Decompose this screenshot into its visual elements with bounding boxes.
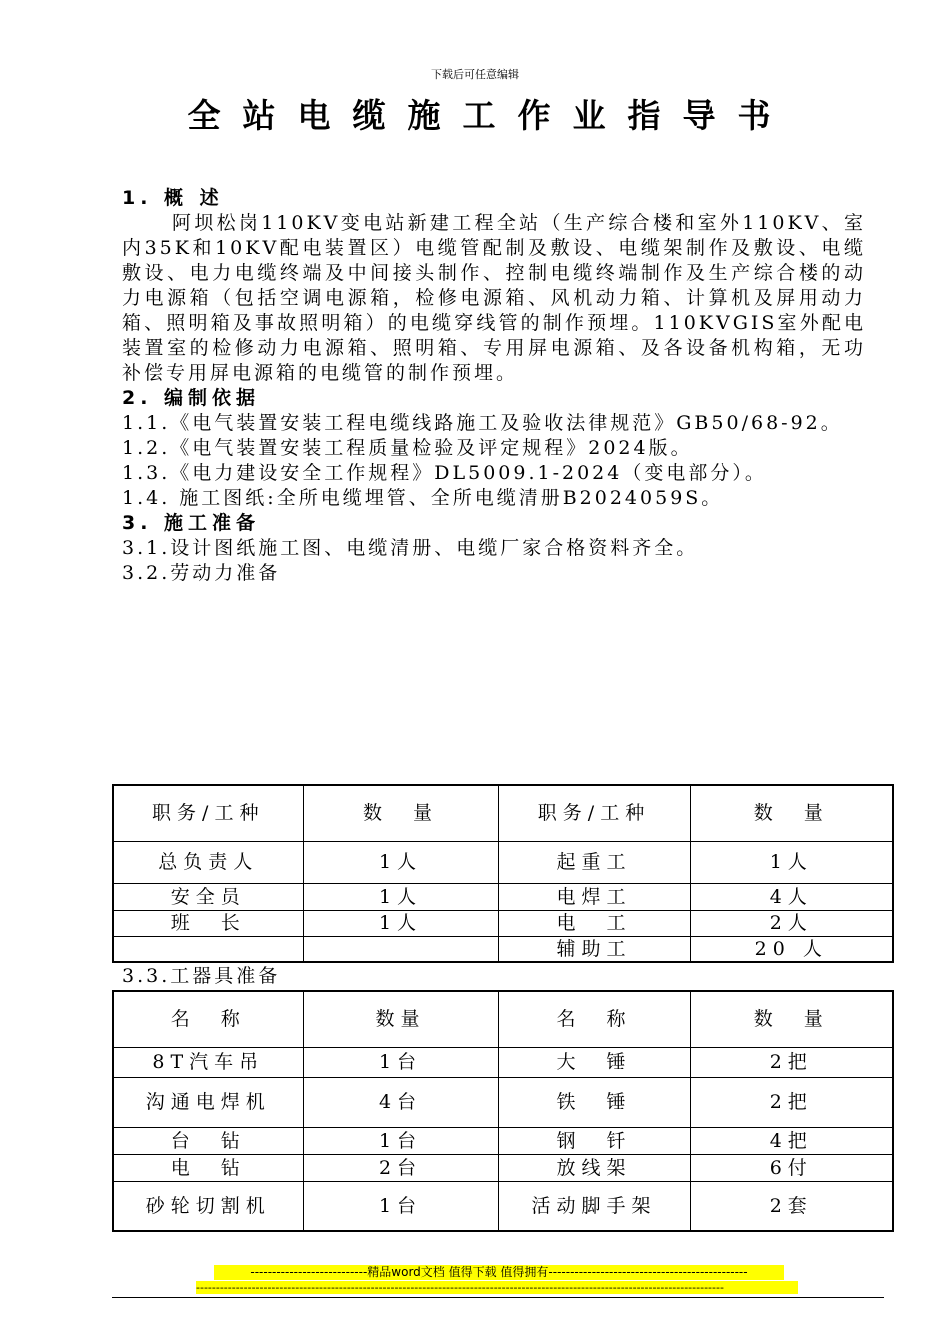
table-row (113, 841, 893, 883)
labor-cell: 电焊工 (498, 883, 690, 910)
tools-cell: 2套 (690, 1181, 893, 1231)
tools-cell: 4台 (303, 1077, 498, 1127)
document-body (122, 186, 866, 586)
labor-cell: 安全员 (113, 883, 303, 910)
tools-header: 数 量 (690, 991, 893, 1047)
footer-banner: ---------------------------精品word文档 值得下载 值得拥有---------------------------------------------- (214, 1265, 784, 1280)
tools-cell: 1台 (303, 1047, 498, 1077)
labor-cell: 1人 (303, 841, 498, 883)
labor-cell: 班 长 (113, 910, 303, 936)
tools-section-label: 3.3.工器具准备 (122, 965, 281, 987)
tools-cell: 钢 钎 (498, 1127, 690, 1154)
table-row (113, 1181, 893, 1231)
section-2-heading: 2. 编制依据 (122, 387, 261, 409)
tools-cell: 台 钻 (113, 1127, 303, 1154)
table-row (113, 1154, 893, 1181)
labor-header: 数 量 (690, 785, 893, 841)
table-row (113, 883, 893, 910)
document-title: 全站电缆施工作业指导书 (187, 96, 793, 135)
tools-header: 名 称 (113, 991, 303, 1047)
basis-item-4: 1.4. 施工图纸:全所电缆埋管、全所电缆清册B2024059S。 (122, 487, 724, 509)
tools-cell: 沟通电焊机 (113, 1077, 303, 1127)
basis-item-2: 1.2.《电气装置安装工程质量检验及评定规程》2024版。 (122, 437, 693, 459)
tools-header: 数量 (303, 991, 498, 1047)
tools-cell: 6付 (690, 1154, 893, 1181)
section-1-heading: 1. 概 述 (122, 187, 224, 209)
table-row (113, 1127, 893, 1154)
labor-header: 数 量 (303, 785, 498, 841)
labor-table (112, 784, 894, 963)
tools-cell: 放线架 (498, 1154, 690, 1181)
labor-cell: 辅助工 (498, 936, 690, 962)
tools-cell: 电 钻 (113, 1154, 303, 1181)
tools-cell: 1台 (303, 1127, 498, 1154)
labor-header: 职务/工种 (498, 785, 690, 841)
labor-header: 职务/工种 (113, 785, 303, 841)
tools-cell: 2把 (690, 1077, 893, 1127)
tools-cell: 8T汽车吊 (113, 1047, 303, 1077)
labor-cell: 起重工 (498, 841, 690, 883)
labor-cell: 1人 (303, 910, 498, 936)
header-note: 下载后可任意编辑 (431, 68, 519, 81)
tools-cell: 铁 锤 (498, 1077, 690, 1127)
prep-item-1: 3.1.设计图纸施工图、电缆清册、电缆厂家合格资料齐全。 (122, 537, 699, 559)
section-1-body: 阿坝松岗110KV变电站新建工程全站（生产综合楼和室外110KV、室内35K和10KV配电装置区）电缆管配制及敷设、电缆架制作及敷设、电缆敷设、电力电缆终端及中间接头制作、控制电缆终端制作及生产综合楼的动力电源箱（包括空调电源箱，检修电源箱、风机动力箱、计算机及屏用动力箱、照明箱及事故照明箱）的电缆穿线管的制作预埋。110KVGIS室外配电装置室的检修动力电源箱、照明箱、专用屏电源箱、及各设备机构箱，无功补偿专用屏电源箱的电缆管的制作预埋。 (122, 212, 866, 384)
labor-cell (113, 936, 303, 962)
labor-cell: 总负责人 (113, 841, 303, 883)
tools-cell: 1台 (303, 1181, 498, 1231)
labor-cell: 1人 (690, 841, 893, 883)
labor-cell: 1人 (303, 883, 498, 910)
footer-dashes: ------------------------------------------------------------------------------------------------------------------------------------- (196, 1281, 798, 1294)
tools-table (112, 990, 894, 1232)
table-row (113, 1047, 893, 1077)
footer-rule (112, 1297, 884, 1298)
tools-cell: 2把 (690, 1047, 893, 1077)
table-row (113, 910, 893, 936)
tools-header: 名 称 (498, 991, 690, 1047)
tools-cell: 砂轮切割机 (113, 1181, 303, 1231)
labor-cell: 20 人 (690, 936, 893, 962)
basis-item-1: 1.1.《电气装置安装工程电缆线路施工及验收法律规范》GB50/68-92。 (122, 412, 843, 434)
table-row (113, 1077, 893, 1127)
tools-cell: 活动脚手架 (498, 1181, 690, 1231)
basis-item-3: 1.3.《电力建设安全工作规程》DL5009.1-2024（变电部分）。 (122, 462, 767, 484)
labor-cell: 电 工 (498, 910, 690, 936)
labor-cell: 4人 (690, 883, 893, 910)
labor-cell: 2人 (690, 910, 893, 936)
tools-cell: 大 锤 (498, 1047, 690, 1077)
prep-item-2: 3.2.劳动力准备 (122, 562, 281, 584)
tools-cell: 4把 (690, 1127, 893, 1154)
table-row (113, 936, 893, 962)
section-3-heading: 3. 施工准备 (122, 512, 261, 534)
labor-cell (303, 936, 498, 962)
tools-cell: 2台 (303, 1154, 498, 1181)
